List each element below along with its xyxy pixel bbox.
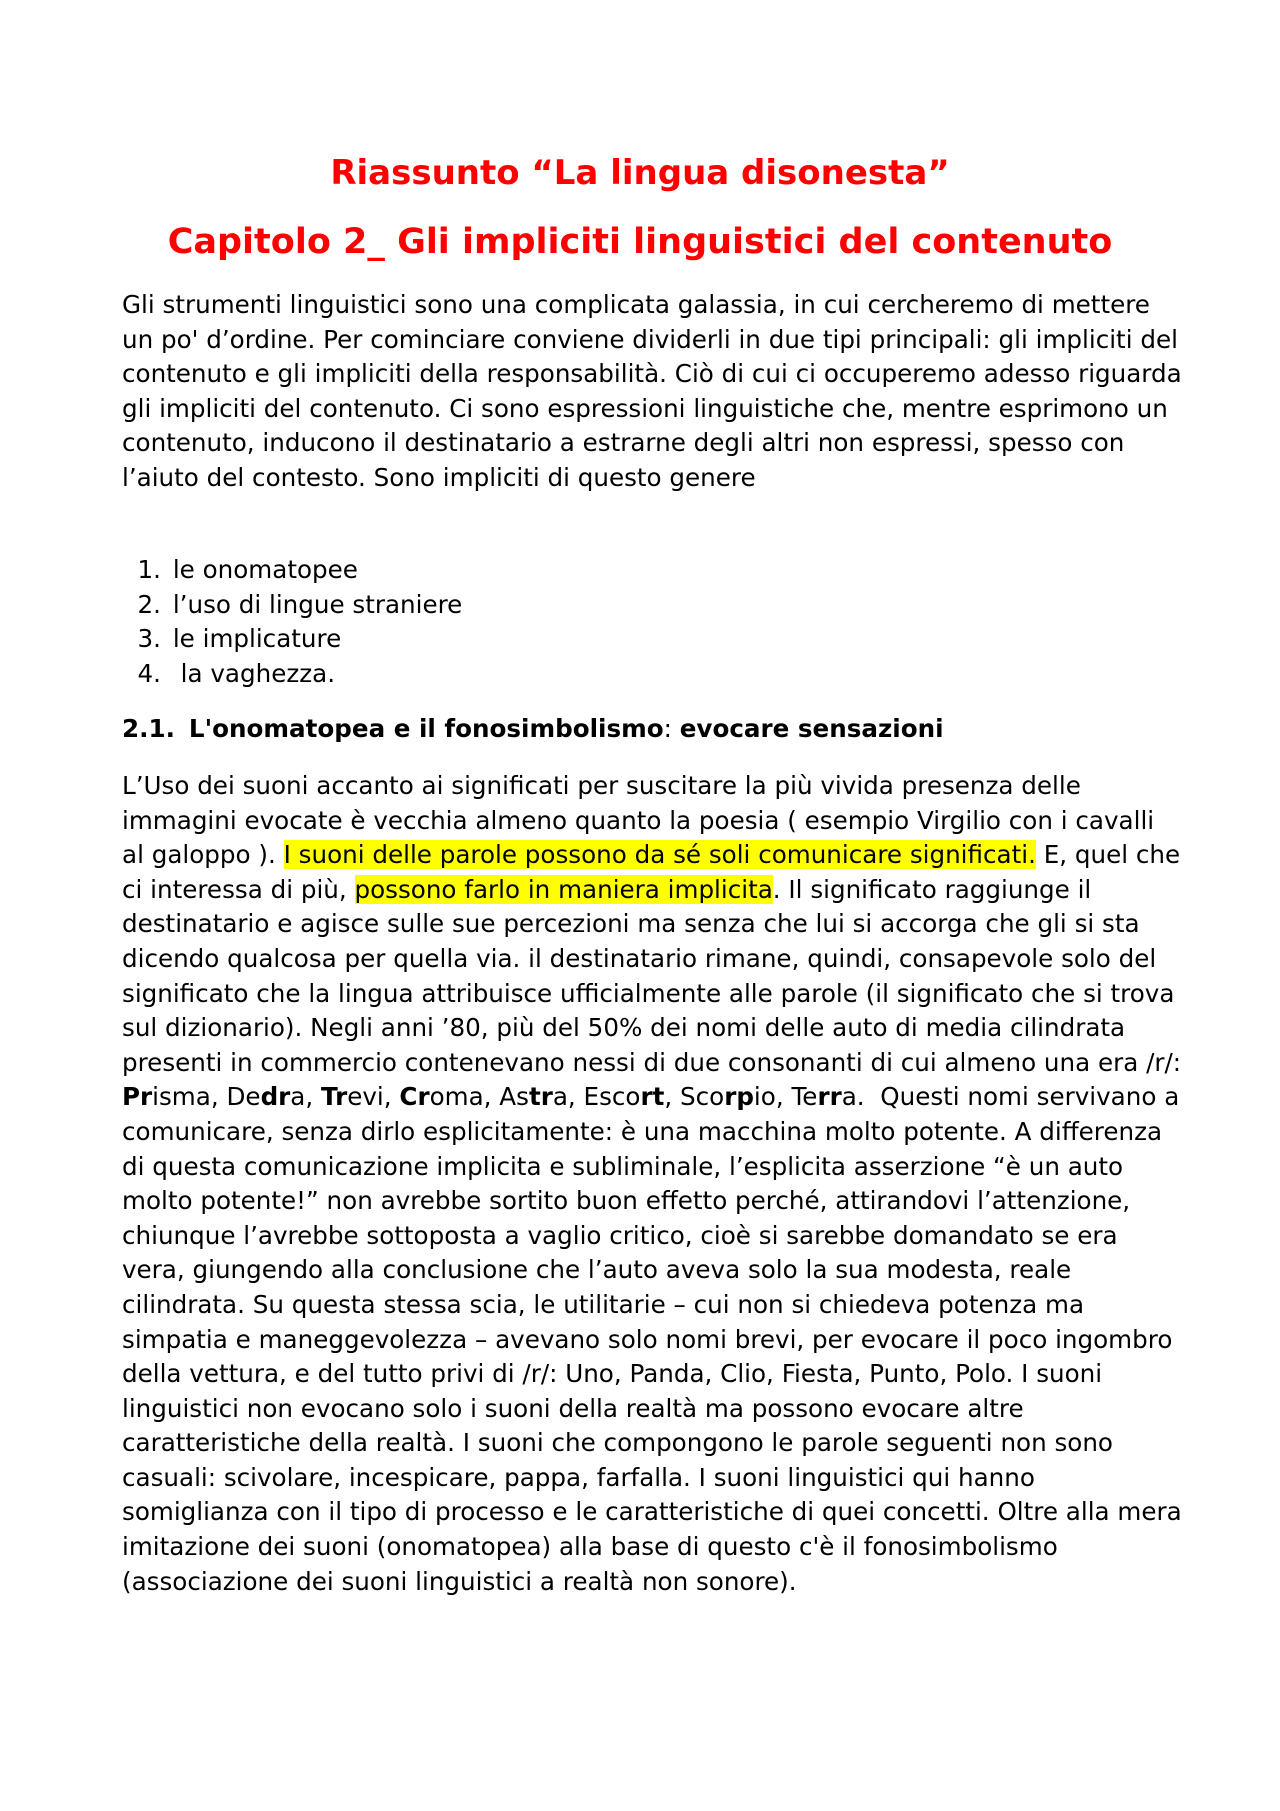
list-number: 4.: [137, 658, 161, 688]
list-item: [122, 622, 462, 657]
car-name: Escort,: [583, 1082, 680, 1112]
paragraph-text: Questi nomi servivano a comunicare, senza dirlo esplicitamente: è una macchina molto potente. A differenza di questa comunicazione implicita e subliminale, l’esplicita asserzione “è un auto molto potente!” non avrebbe sortito buon effetto perché, attirandovi l’attenzione, chiunque l’avrebbe sottoposta a vaglio critico, cioè si sarebbe domandato se era vera, giungendo alla conclusione che l’auto aveva solo la sua modesta, reale cilindrata. Su questa stessa scia, le utilitarie – cui non si chiedeva potenza ma simpatia e maneggevolezza – avevano solo nomi brevi, per evocare il poco ingombro della vettura, e del tutto privi di /r/: Uno, Panda, Clio, Fiesta, Punto, Polo. I suoni linguistici non evocano solo i suoni della realtà ma possono evocare altre caratteristiche della realtà. I suoni che compongono le parole seguenti non sono casuali: scivolare, incespicare, pappa, farfalla. I suoni linguistici qui hanno somiglianza con il tipo di processo e le caratteristiche di quei concetti. Oltre alla mera imitazione dei suoni (onomatopea) alla base di questo c'è il fonosimbolismo (associazione dei suoni linguistici a realtà non sonore).: [122, 1082, 1190, 1596]
list-number: 1.: [137, 555, 161, 584]
section-number: 2.1.: [122, 714, 175, 743]
list-item: [122, 588, 462, 623]
section-colon: :: [663, 714, 680, 743]
section-title: L'onomatopea e il fonosimbolismo: [188, 714, 664, 743]
paragraph-text: L’Uso dei suoni accanto ai significati per suscitare la più vivida presenza delle immagini evocate è vecchia almeno quanto la poesia ( esempio Virgilio con i cavalli al galoppo ).: [122, 771, 1155, 870]
chapter-title: Capitolo 2_ Gli impliciti linguistici del contenuto: [167, 222, 1113, 262]
paragraph-text: . Il significato raggiunge il destinatario e agisce sulle sue percezioni ma senza che lui si accorga che gli si sta dicendo qualcosa per quella via. il destinatario rimane, quindi, consapevole solo del significato che la lingua attribuisce ufficialmente alle parole (il significato che si trova sul dizionario). Negli anni ’80, più del 50% dei nomi delle auto di media cilindrata presenti in commercio contenevano nessi di due consonanti di cui almeno una era /r/:: [122, 874, 1182, 1077]
list-item-text: le implicature: [172, 624, 342, 654]
list-number: 2.: [137, 589, 161, 619]
car-name: Croma,: [399, 1082, 500, 1112]
list-item: [122, 553, 462, 588]
section-subtitle: evocare sensazioni: [679, 714, 944, 743]
document-title: Riassunto “La lingua disonesta”: [330, 153, 950, 193]
section-paragraph: [122, 769, 1190, 1599]
list-item-text: la vaghezza.: [172, 658, 336, 688]
paragraph-text: E, quel che ci interessa di più,: [122, 840, 1181, 904]
section-heading: [122, 712, 944, 746]
car-name: Prisma,: [122, 1082, 227, 1112]
car-name: Astra,: [499, 1082, 584, 1112]
list-item: [122, 657, 462, 692]
list-item-text: l’uso di lingue straniere: [172, 589, 463, 619]
car-name: Trevi,: [321, 1082, 400, 1112]
car-name: Scorpio,: [680, 1082, 792, 1112]
car-name: Terra.: [791, 1082, 865, 1112]
implicit-types-list: [122, 553, 462, 691]
list-number: 3.: [137, 624, 161, 654]
list-item-text: le onomatopee: [172, 555, 358, 584]
intro-paragraph: Gli strumenti linguistici sono una complicata galassia, in cui cercheremo di mettere un po' d’ordine. Per cominciare conviene dividerli in due tipi principali: gli impliciti del contenuto e gli impliciti della responsabilità. Ciò di cui ci occuperemo adesso riguarda gli impliciti del contenuto. Ci sono espressioni linguistiche che, mentre esprimono un contenuto, inducono il destinatario a estrarne degli altri non espressi, spesso con l’aiuto del contesto. Sono impliciti di questo genere: [122, 290, 1182, 492]
car-name: Dedra,: [226, 1082, 322, 1112]
highlight-1: I suoni delle parole possono da sé soli comunicare significati.: [283, 840, 1036, 870]
highlight-2: possono farlo in maniera implicita: [354, 874, 773, 904]
